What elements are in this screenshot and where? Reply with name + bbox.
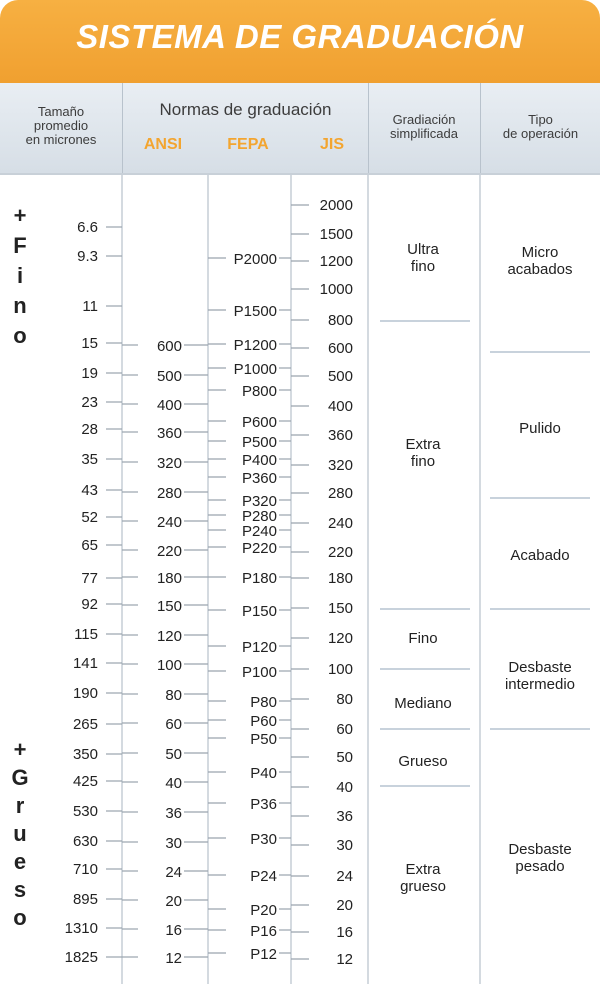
fepa-tick-label: P500: [241, 434, 277, 451]
fepa-tick-label: P24: [250, 868, 277, 885]
jis-tick-label: 240: [327, 515, 353, 532]
jis-tick-label: 50: [336, 749, 353, 766]
micron-tick-label: 92: [81, 596, 98, 613]
fepa-tick-label: P60: [250, 713, 277, 730]
size-header-line: en micrones: [25, 132, 97, 147]
jis-tick-label: 30: [336, 837, 353, 854]
ansi-tick-label: 100: [156, 657, 182, 674]
ansi-tick-label: 80: [165, 687, 182, 704]
micron-tick-label: 115: [74, 626, 98, 643]
ansi-tick-label: 12: [165, 950, 182, 967]
jis-tick-label: 120: [327, 630, 353, 647]
fepa-tick-label: P220: [241, 540, 277, 557]
jis-tick-label: 16: [336, 924, 353, 941]
simplified-grade-label: Mediano: [394, 695, 452, 712]
simplified-grade-label: fino: [410, 258, 436, 275]
ansi-tick-label: 180: [156, 570, 182, 587]
jis-tick-label: 180: [327, 570, 353, 587]
micron-tick-label: 43: [81, 482, 98, 499]
fepa-tick-label: P400: [241, 452, 277, 469]
fepa-tick-label: P240: [241, 523, 277, 540]
jis-tick-label: 80: [336, 691, 353, 708]
ansi-tick-label: 30: [165, 835, 182, 852]
simplified-grade-label: Extra: [405, 436, 441, 453]
jis-tick-label: 1200: [319, 253, 353, 270]
micron-tick-label: 19: [81, 365, 98, 382]
fepa-tick-label: P30: [250, 831, 277, 848]
coarse-side-label: o: [13, 905, 27, 930]
simplified-grade-label: Fino: [408, 630, 438, 647]
micron-tick-label: 710: [72, 861, 98, 878]
simplified-grade-label: fino: [410, 453, 436, 470]
simplified-grade-label: Grueso: [398, 753, 448, 770]
ansi-tick-label: 220: [156, 543, 182, 560]
jis-tick-label: 600: [327, 340, 353, 357]
fepa-tick-label: P1000: [233, 361, 277, 378]
jis-header: JIS: [319, 136, 344, 153]
fepa-tick-label: P800: [241, 383, 277, 400]
operation-type-label: intermedio: [504, 676, 576, 693]
micron-tick-label: 35: [81, 451, 98, 468]
micron-tick-label: 23: [81, 394, 98, 411]
micron-tick-label: 141: [72, 655, 98, 672]
size-header-line: Tamaño: [37, 104, 85, 119]
fepa-tick-label: P2000: [233, 251, 277, 268]
ansi-tick-label: 500: [156, 368, 182, 385]
jis-tick-label: 2000: [319, 197, 353, 214]
operation-type-label: Pulido: [519, 420, 561, 437]
jis-tick-label: 150: [327, 600, 353, 617]
jis-tick-label: 320: [327, 457, 353, 474]
simplified-header-line: Gradiación: [392, 112, 456, 127]
ansi-tick-label: 400: [156, 397, 182, 414]
simplified-grade-label: grueso: [400, 878, 446, 895]
ansi-tick-label: 150: [156, 598, 182, 615]
page-title: SISTEMA DE GRADUACIÓN: [76, 18, 524, 55]
norms-header: Normas de graduación: [159, 100, 332, 119]
fepa-tick-label: P80: [250, 694, 277, 711]
ansi-tick-label: 280: [156, 485, 182, 502]
operation-type-label: pesado: [515, 858, 565, 875]
jis-tick-label: 60: [336, 721, 353, 738]
micron-tick-label: 9.3: [77, 248, 98, 265]
micron-tick-label: 895: [72, 891, 98, 908]
fepa-tick-label: P1200: [233, 337, 277, 354]
fepa-tick-label: P360: [241, 470, 277, 487]
fepa-tick-label: P36: [250, 796, 277, 813]
ansi-tick-label: 16: [165, 922, 182, 939]
ansi-tick-label: 360: [156, 425, 182, 442]
jis-tick-label: 12: [336, 951, 353, 968]
ansi-tick-label: 36: [165, 805, 182, 822]
micron-tick-label: 77: [81, 570, 98, 587]
fepa-tick-label: P1500: [233, 303, 277, 320]
micron-tick-label: 630: [72, 833, 98, 850]
simplified-grade-label: Extra: [405, 861, 441, 878]
jis-tick-label: 40: [336, 779, 353, 796]
micron-tick-label: 52: [81, 509, 98, 526]
coarse-side-label: s: [13, 877, 27, 902]
coarse-side-label: G: [11, 765, 29, 790]
ansi-header: ANSI: [143, 136, 183, 153]
jis-tick-label: 360: [327, 427, 353, 444]
coarse-side-label: r: [15, 793, 25, 818]
fepa-tick-label: P120: [241, 639, 277, 656]
fepa-tick-label: P20: [250, 902, 277, 919]
fepa-tick-label: P50: [250, 731, 277, 748]
operation-type-label: Acabado: [510, 547, 570, 564]
jis-tick-label: 220: [327, 544, 353, 561]
fepa-tick-label: P180: [241, 570, 277, 587]
micron-tick-label: 11: [82, 298, 98, 315]
fine-side-label: F: [13, 233, 27, 258]
ansi-tick-label: 60: [165, 716, 182, 733]
fepa-tick-label: P100: [241, 664, 277, 681]
fepa-tick-label: P16: [250, 923, 277, 940]
ansi-tick-label: 120: [156, 628, 182, 645]
coarse-side-label: e: [13, 849, 27, 874]
fepa-header: FEPA: [227, 136, 269, 153]
coarse-side-label: u: [13, 821, 27, 846]
jis-tick-label: 400: [327, 398, 353, 415]
micron-tick-label: 190: [72, 685, 98, 702]
micron-tick-label: 1310: [64, 920, 98, 937]
ansi-tick-label: 40: [165, 775, 182, 792]
operation-type-label: acabados: [507, 261, 573, 278]
operation-header-line: Tipo: [528, 112, 553, 127]
jis-tick-label: 280: [327, 485, 353, 502]
ansi-tick-label: 50: [165, 746, 182, 763]
micron-tick-label: 350: [72, 746, 98, 763]
micron-tick-label: 1825: [64, 949, 98, 966]
coarse-side-label: +: [13, 737, 27, 762]
micron-tick-label: 6.6: [77, 219, 98, 236]
ansi-tick-label: 240: [156, 514, 182, 531]
fepa-tick-label: P12: [250, 946, 277, 963]
size-header-line: promedio: [33, 118, 89, 133]
fepa-tick-label: P600: [241, 414, 277, 431]
fepa-tick-label: P280: [241, 508, 277, 525]
jis-tick-label: 24: [336, 868, 353, 885]
operation-type-label: Desbaste: [508, 841, 572, 858]
fine-side-label: n: [13, 293, 27, 318]
operation-type-label: Micro: [521, 244, 559, 261]
micron-tick-label: 530: [72, 803, 98, 820]
fepa-tick-label: P150: [241, 603, 277, 620]
jis-tick-label: 1000: [319, 281, 353, 298]
micron-tick-label: 28: [81, 421, 98, 438]
jis-tick-label: 100: [327, 661, 353, 678]
micron-tick-label: 15: [81, 335, 98, 352]
jis-tick-label: 1500: [319, 226, 353, 243]
fine-side-label: o: [13, 323, 27, 348]
jis-tick-label: 500: [327, 368, 353, 385]
fine-side-label: i: [16, 263, 24, 288]
operation-type-label: Desbaste: [508, 659, 572, 676]
fepa-tick-label: P320: [241, 493, 277, 510]
ansi-tick-label: 20: [165, 893, 182, 910]
micron-tick-label: 425: [72, 773, 98, 790]
micron-tick-label: 265: [72, 716, 98, 733]
jis-tick-label: 20: [336, 897, 353, 914]
operation-header-line: de operación: [502, 126, 579, 141]
fepa-tick-label: P40: [250, 765, 277, 782]
jis-tick-label: 36: [336, 808, 353, 825]
fine-side-label: +: [13, 203, 27, 228]
micron-tick-label: 65: [81, 537, 98, 554]
jis-tick-label: 800: [327, 312, 353, 329]
ansi-tick-label: 24: [165, 864, 182, 881]
simplified-header-line: simplificada: [390, 126, 458, 141]
ansi-tick-label: 320: [156, 455, 182, 472]
simplified-grade-label: Ultra: [407, 241, 439, 258]
ansi-tick-label: 600: [156, 338, 182, 355]
